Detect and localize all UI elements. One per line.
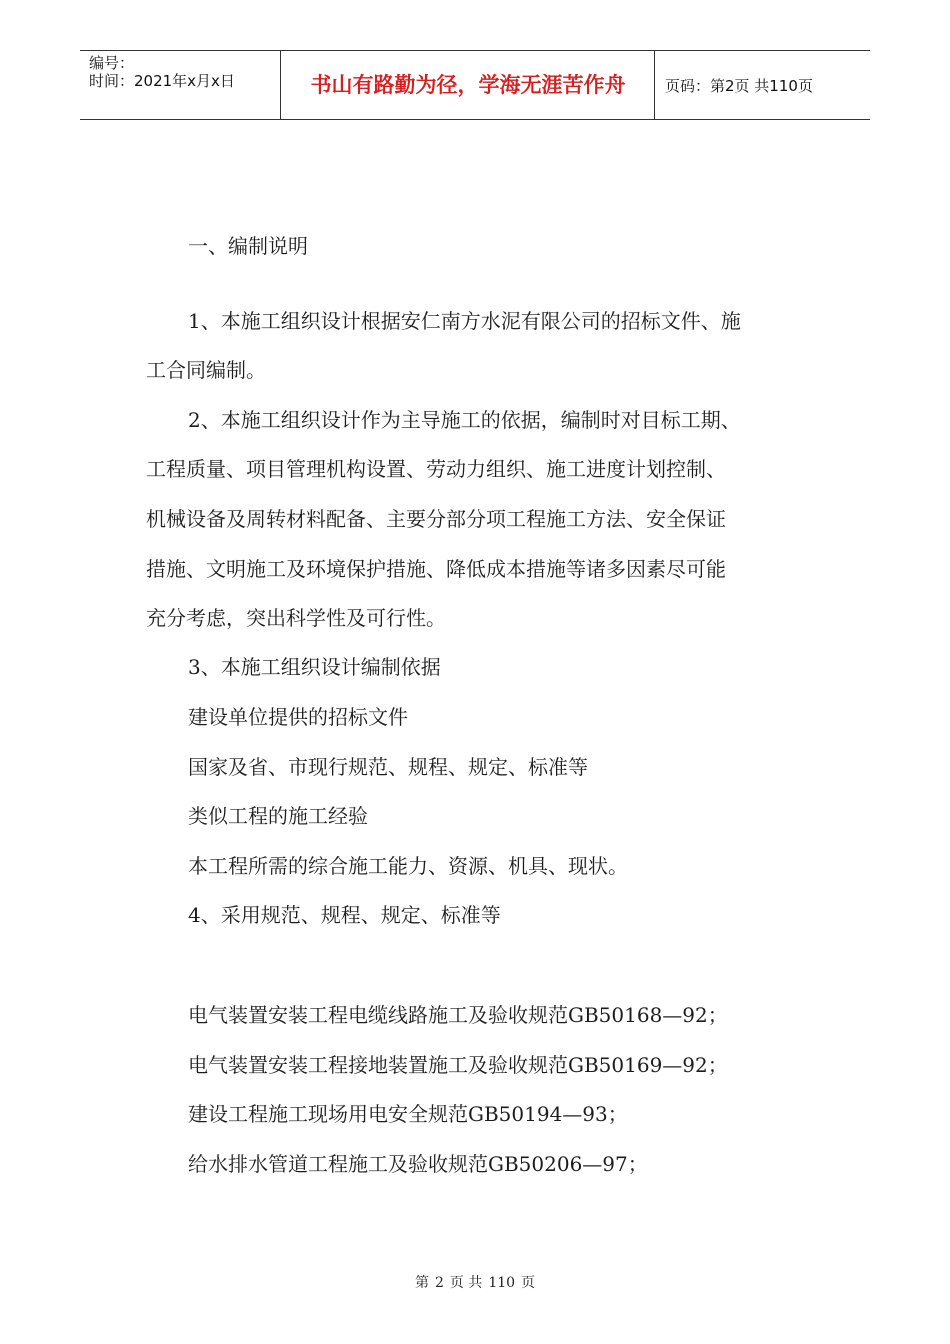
paragraph-1-line-2: 工合同编制。 (146, 358, 266, 382)
paragraph-3-title: 3、本施工组织设计编制依据 (188, 655, 441, 679)
paragraph-4-title: 4、采用规范、规程、规定、标准等 (188, 903, 501, 927)
document-date-label: 时间：2021年x月x日 (89, 72, 235, 90)
paragraph-1-line-1: 1、本施工组织设计根据安仁南方水泥有限公司的招标文件、施 (188, 309, 741, 333)
basis-item: 本工程所需的综合施工能力、资源、机具、现状。 (188, 854, 628, 878)
header-motto-cell (281, 51, 655, 119)
footer-page-number: 2 (434, 1275, 444, 1291)
paragraph-2-line-3: 机械设备及周转材料配备、主要分部分项工程施工方法、安全保证 (146, 507, 726, 531)
footer-middle: 页 共 (449, 1275, 483, 1291)
basis-item: 类似工程的施工经验 (188, 804, 368, 828)
standard-item: 电气装置安装工程电缆线路施工及验收规范GB50168—92； (188, 1003, 728, 1027)
document-number-label: 编号： (89, 54, 135, 72)
header-page-info: 页码：第2页 共110页 (665, 77, 813, 95)
footer-total-pages: 110 (488, 1275, 516, 1291)
section-title: 一、编制说明 (188, 234, 308, 258)
standard-item: 电气装置安装工程接地装置施工及验收规范GB50169—92； (188, 1053, 728, 1077)
paragraph-2-line-2: 工程质量、项目管理机构设置、劳动力组织、施工进度计划控制、 (146, 457, 726, 481)
header-page-cell (655, 51, 870, 119)
paragraph-2-line-1: 2、本施工组织设计作为主导施工的依据，编制时对目标工期、 (188, 408, 741, 432)
standard-item: 给水排水管道工程施工及验收规范GB50206—97； (188, 1152, 648, 1176)
basis-item: 建设单位提供的招标文件 (188, 705, 408, 729)
footer-suffix: 页 (521, 1275, 536, 1291)
page-footer (0, 1272, 950, 1292)
header-meta-cell (80, 51, 281, 119)
document-header (80, 50, 870, 120)
footer-prefix: 第 (414, 1275, 429, 1291)
basis-item: 国家及省、市现行规范、规程、规定、标准等 (188, 755, 588, 779)
header-motto: 书山有路勤为径，学海无涯苦作舟 (310, 73, 626, 97)
standard-item: 建设工程施工现场用电安全规范GB50194—93； (188, 1102, 628, 1126)
paragraph-2-line-5: 充分考虑，突出科学性及可行性。 (146, 606, 446, 630)
paragraph-2-line-4: 措施、文明施工及环境保护措施、降低成本措施等诸多因素尽可能 (146, 557, 726, 581)
